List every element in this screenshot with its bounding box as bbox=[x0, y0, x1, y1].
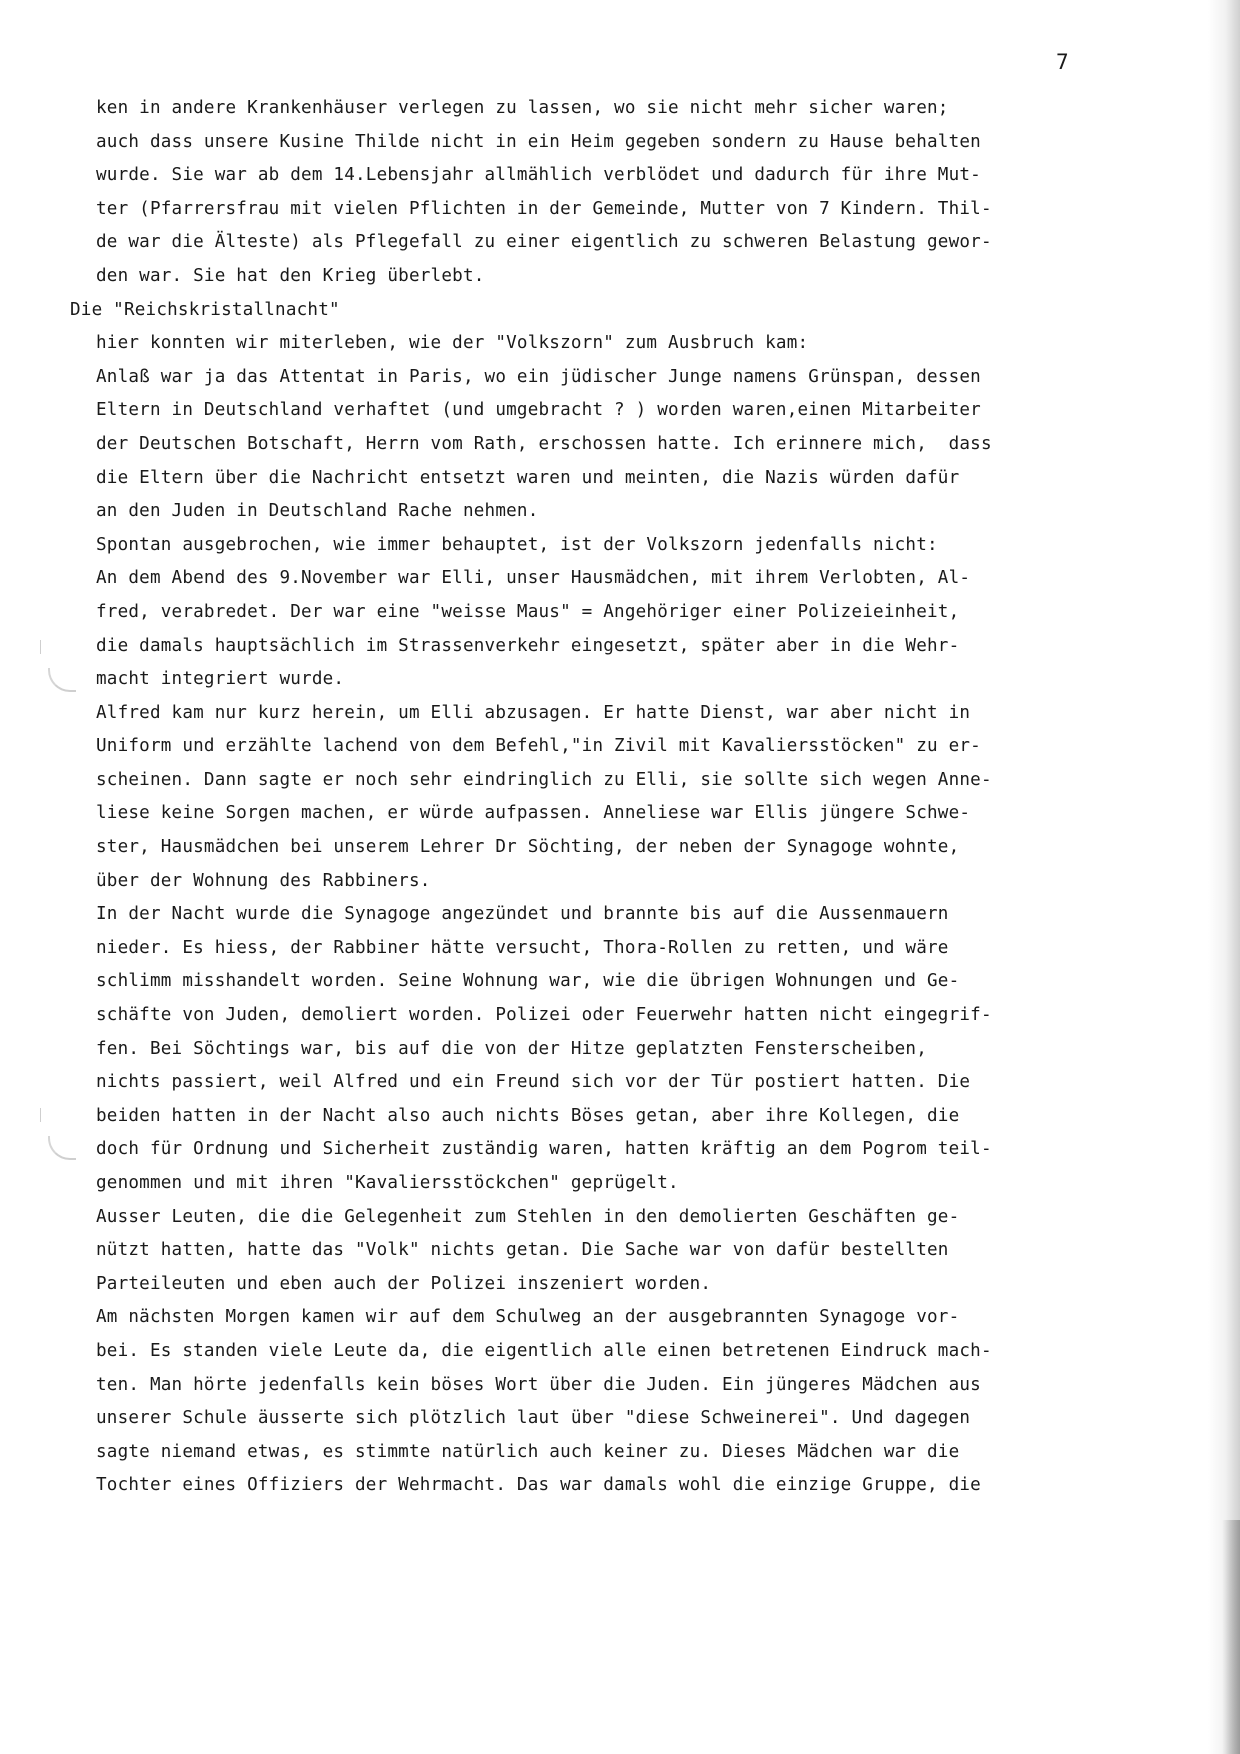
text-line: nützt hatten, hatte das "Volk" nichts getan. Die Sache war von dafür bestellten bbox=[96, 1240, 949, 1261]
hole-punch-mark bbox=[48, 668, 76, 692]
text-line: fred, verabredet. Der war eine "weisse Maus" = Angehöriger einer Polizeieinheit, bbox=[96, 601, 960, 622]
text-line: der Deutschen Botschaft, Herrn vom Rath, erschossen hatte. Ich erinnere mich, dass bbox=[96, 433, 992, 454]
text-line: wurde. Sie war ab dem 14.Lebensjahr allmählich verblödet und dadurch für ihre Mut- bbox=[96, 165, 981, 186]
hole-punch-mark bbox=[48, 1136, 76, 1160]
text-line: fen. Bei Söchtings war, bis auf die von der Hitze geplatzten Fensterscheiben, bbox=[96, 1038, 928, 1059]
text-line: Spontan ausgebrochen, wie immer behauptet, ist der Volkszorn jedenfalls nicht: bbox=[96, 534, 938, 555]
text-line: sagte niemand etwas, es stimmte natürlich auch keiner zu. Dieses Mädchen war die bbox=[96, 1441, 960, 1462]
text-line: schlimm misshandelt worden. Seine Wohnung war, wie die übrigen Wohnungen und Ge- bbox=[96, 971, 960, 992]
text-line: die damals hauptsächlich im Strassenverkehr eingesetzt, später aber in die Wehr- bbox=[96, 635, 960, 656]
page-number: 7 bbox=[1056, 50, 1069, 74]
text-line: ken in andere Krankenhäuser verlegen zu lassen, wo sie nicht mehr sicher waren; bbox=[96, 98, 949, 118]
text-line: Uniform und erzählte lachend von dem Befehl,"in Zivil mit Kavaliersstöcken" zu er- bbox=[96, 736, 981, 757]
text-line: de war die Älteste) als Pflegefall zu einer eigentlich zu schweren Belastung gewor- bbox=[96, 232, 992, 253]
text-line: An dem Abend des 9.November war Elli, unser Hausmädchen, mit ihrem Verlobten, Al- bbox=[96, 568, 971, 589]
text-line: unserer Schule äusserte sich plötzlich laut über "diese Schweinerei". Und dagegen bbox=[96, 1408, 971, 1429]
text-line: Am nächsten Morgen kamen wir auf dem Schulweg an der ausgebrannten Synagoge vor- bbox=[96, 1307, 960, 1328]
text-line: scheinen. Dann sagte er noch sehr eindringlich zu Elli, sie sollte sich wegen Anne- bbox=[96, 769, 992, 790]
text-line: ter (Pfarrersfrau mit vielen Pflichten in der Gemeinde, Mutter von 7 Kindern. Thil- bbox=[96, 198, 992, 219]
text-line: hier konnten wir miterleben, wie der "Volkszorn" zum Ausbruch kam: bbox=[96, 333, 809, 354]
text-line: Alfred kam nur kurz herein, um Elli abzusagen. Er hatte Dienst, war aber nicht in bbox=[96, 702, 971, 723]
text-line: bei. Es standen viele Leute da, die eigentlich alle einen betretenen Eindruck mach- bbox=[96, 1340, 992, 1361]
text-line: nieder. Es hiess, der Rabbiner hätte versucht, Thora-Rollen zu retten, und wäre bbox=[96, 937, 949, 958]
text-line: doch für Ordnung und Sicherheit zuständig waren, hatten kräftig an dem Pogrom teil- bbox=[96, 1139, 992, 1160]
section-heading-line: Die "Reichskristallnacht" bbox=[70, 299, 340, 320]
text-line: Ausser Leuten, die die Gelegenheit zum Stehlen in den demolierten Geschäften ge- bbox=[96, 1206, 960, 1227]
hole-punch-tick bbox=[32, 640, 41, 654]
hole-punch-tick bbox=[32, 1108, 41, 1122]
scan-edge-shadow-bottom bbox=[1222, 1520, 1240, 1754]
typewritten-text-body bbox=[70, 92, 1196, 1503]
text-line: In der Nacht wurde die Synagoge angezündet und brannte bis auf die Aussenmauern bbox=[96, 904, 949, 925]
text-line: auch dass unsere Kusine Thilde nicht in ein Heim gegeben sondern zu Hause behalten bbox=[96, 131, 981, 152]
text-line: liese keine Sorgen machen, er würde aufpassen. Anneliese war Ellis jüngere Schwe- bbox=[96, 803, 971, 824]
text-line: genommen und mit ihren "Kavaliersstöckchen" geprügelt. bbox=[96, 1173, 679, 1193]
text-line: beiden hatten in der Nacht also auch nichts Böses getan, aber ihre Kollegen, die bbox=[96, 1105, 960, 1126]
text-line: Eltern in Deutschland verhaftet (und umgebracht ? ) worden waren,einen Mitarbeiter bbox=[96, 400, 981, 421]
text-line: über der Wohnung des Rabbiners. bbox=[96, 870, 431, 891]
text-line: an den Juden in Deutschland Rache nehmen. bbox=[96, 501, 539, 522]
text-line: Anlaß war ja das Attentat in Paris, wo ein jüdischer Junge namens Grünspan, dessen bbox=[96, 366, 981, 387]
text-line: Tochter eines Offiziers der Wehrmacht. Das war damals wohl die einzige Gruppe, die bbox=[96, 1475, 981, 1496]
text-line: ster, Hausmädchen bei unserem Lehrer Dr Söchting, der neben der Synagoge wohnte, bbox=[96, 837, 960, 858]
text-line: macht integriert wurde. bbox=[96, 669, 345, 690]
text-line: nichts passiert, weil Alfred und ein Freund sich vor der Tür postiert hatten. Die bbox=[96, 1072, 971, 1093]
text-line: den war. Sie hat den Krieg überlebt. bbox=[96, 265, 485, 286]
scan-edge-shadow bbox=[1208, 0, 1240, 1754]
text-line: die Eltern über die Nachricht entsetzt waren und meinten, die Nazis würden dafür bbox=[96, 467, 960, 488]
text-line: schäfte von Juden, demoliert worden. Polizei oder Feuerwehr hatten nicht eingegrif- bbox=[96, 1005, 992, 1026]
text-line: ten. Man hörte jedenfalls kein böses Wort über die Juden. Ein jüngeres Mädchen aus bbox=[96, 1374, 981, 1395]
text-line: Parteileuten und eben auch der Polizei inszeniert worden. bbox=[96, 1273, 712, 1294]
